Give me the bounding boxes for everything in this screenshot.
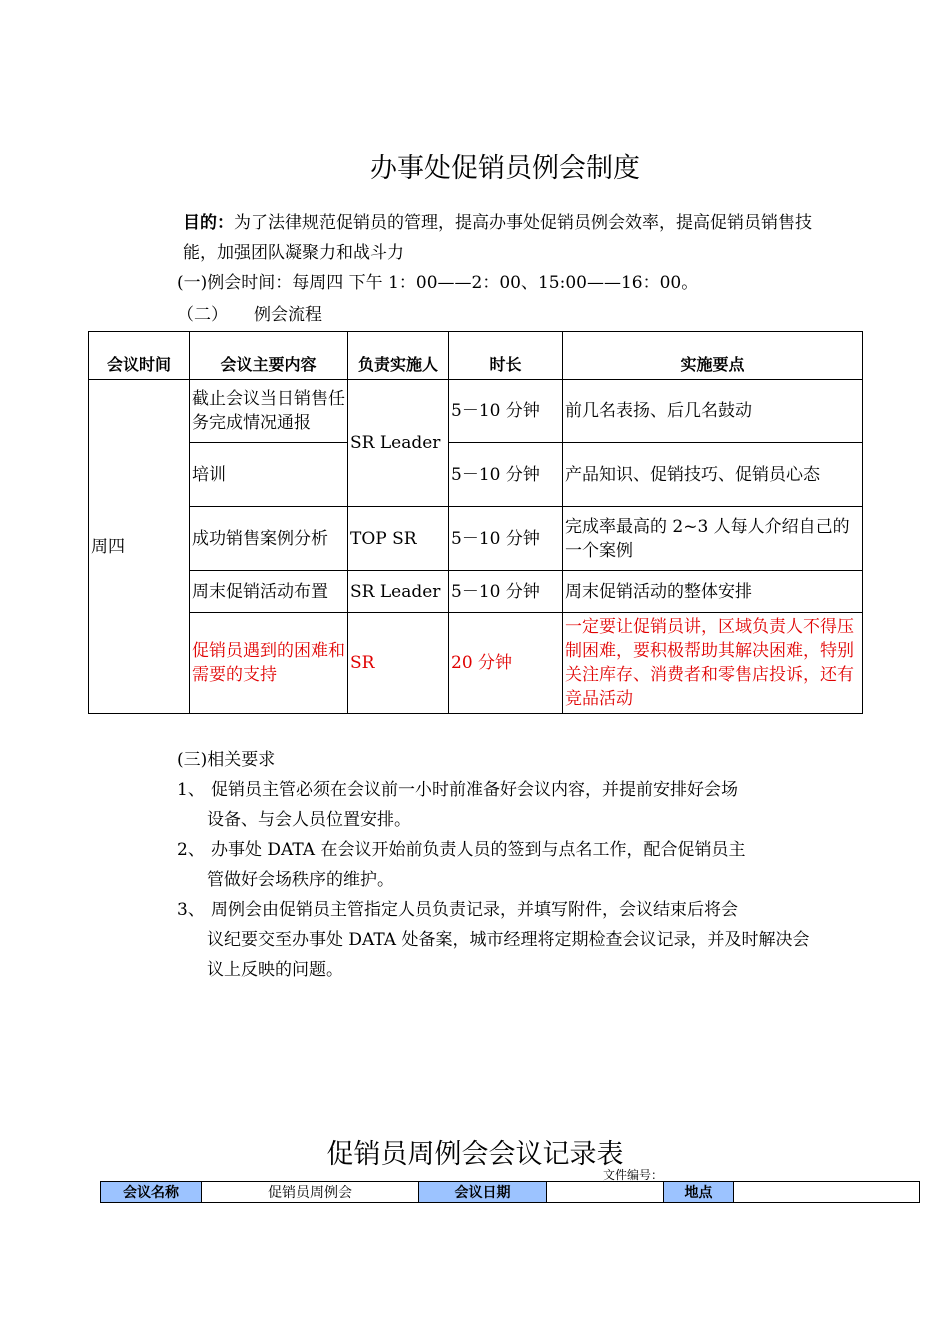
- flow-heading-num: （二）: [177, 305, 228, 325]
- table-row: [89, 613, 863, 714]
- purpose-label: 目的：: [183, 213, 234, 233]
- points-cell: 前几名表扬、后几名鼓动: [563, 380, 863, 443]
- points-cell: 周末促销活动的整体安排: [563, 571, 863, 613]
- duration-cell: 5－10 分钟: [449, 507, 563, 571]
- table-row: [89, 443, 863, 507]
- purpose-paragraph: [183, 208, 813, 268]
- table-row: [89, 380, 863, 443]
- points-cell: 完成率最高的 2~3 人每人介绍自己的一个案例: [563, 507, 863, 571]
- requirement-item: [177, 775, 817, 835]
- purpose-text: 为了法律规范促销员的管理，提高办事处促销员例会效率，提高促销员销售技能，加强团队凝聚力和战斗力: [183, 213, 812, 263]
- content-cell: 截止会议当日销售任务完成情况通报: [190, 380, 348, 443]
- meeting-date-field[interactable]: [547, 1182, 664, 1203]
- content-cell: 成功销售案例分析: [190, 507, 348, 571]
- duration-cell: 5－10 分钟: [449, 571, 563, 613]
- file-number-label: 文件编号：: [603, 1168, 664, 1182]
- day-cell: 周四: [89, 380, 190, 714]
- requirement-text-cont: 设备、与会人员位置安排。: [207, 810, 411, 830]
- requirement-number: 2、: [177, 840, 205, 860]
- duration-cell: 5－10 分钟: [449, 380, 563, 443]
- header-cell: 实施要点: [563, 332, 863, 380]
- meeting-time: (一)例会时间：每周四 下午 1：00——2：00、15:00——16：00。: [177, 273, 699, 293]
- header-cell: 时长: [449, 332, 563, 380]
- content-cell: 促销员遇到的困难和需要的支持: [190, 613, 348, 714]
- header-cell: 负责实施人: [348, 332, 449, 380]
- meeting-date-label: 会议日期: [419, 1182, 547, 1203]
- meeting-name-label: 会议名称: [101, 1182, 202, 1203]
- table-row: [89, 571, 863, 613]
- flow-heading: [177, 300, 322, 325]
- header-cell: 会议主要内容: [190, 332, 348, 380]
- flow-heading-text: 例会流程: [254, 305, 322, 325]
- person-cell: SR: [348, 613, 449, 714]
- requirement-text: 办事处 DATA 在会议开始前负责人员的签到与点名工作，配合促销员主: [211, 840, 746, 860]
- content-cell: 培训: [190, 443, 348, 507]
- requirements-heading: (三)相关要求: [177, 750, 276, 770]
- person-cell: SR Leader: [348, 571, 449, 613]
- requirement-text: 促销员主管必须在会议前一小时前准备好会议内容，并提前安排好会场: [211, 780, 738, 800]
- person-cell: TOP SR: [348, 507, 449, 571]
- person-cell: SR Leader: [348, 380, 449, 507]
- duration-cell: 20 分钟: [449, 613, 563, 714]
- meeting-flow-table: [88, 331, 863, 714]
- requirement-text-cont: 议纪要交至办事处 DATA 处备案，城市经理将定期检查会议记录，并及时解决会议上反映的问题。: [207, 930, 810, 980]
- table-row: [89, 507, 863, 571]
- page-title: 办事处促销员例会制度: [370, 153, 640, 184]
- header-cell: 会议时间: [89, 332, 190, 380]
- duration-cell: 5－10 分钟: [449, 443, 563, 507]
- place-label: 地点: [664, 1182, 734, 1203]
- content-cell: 周末促销活动布置: [190, 571, 348, 613]
- table-header-row: [89, 332, 863, 380]
- meeting-name-field[interactable]: 促销员周例会: [202, 1182, 419, 1203]
- place-field[interactable]: [734, 1182, 920, 1203]
- record-form-table: [100, 1181, 920, 1203]
- record-form-row: [101, 1182, 920, 1203]
- requirement-number: 3、: [177, 900, 205, 920]
- requirement-number: 1、: [177, 780, 205, 800]
- requirement-item: [177, 835, 817, 895]
- points-cell: 产品知识、促销技巧、促销员心态: [563, 443, 863, 507]
- points-cell: 一定要让促销员讲，区域负责人不得压制困难，要积极帮助其解决困难，特别关注库存、消费者和零售店投诉，还有竞品活动: [563, 613, 863, 714]
- requirement-text-cont: 管做好会场秩序的维护。: [207, 870, 394, 890]
- requirement-text: 周例会由促销员主管指定人员负责记录，并填写附件，会议结束后将会: [211, 900, 738, 920]
- requirement-item: [177, 895, 817, 985]
- record-form-title: 促销员周例会会议记录表: [326, 1139, 624, 1170]
